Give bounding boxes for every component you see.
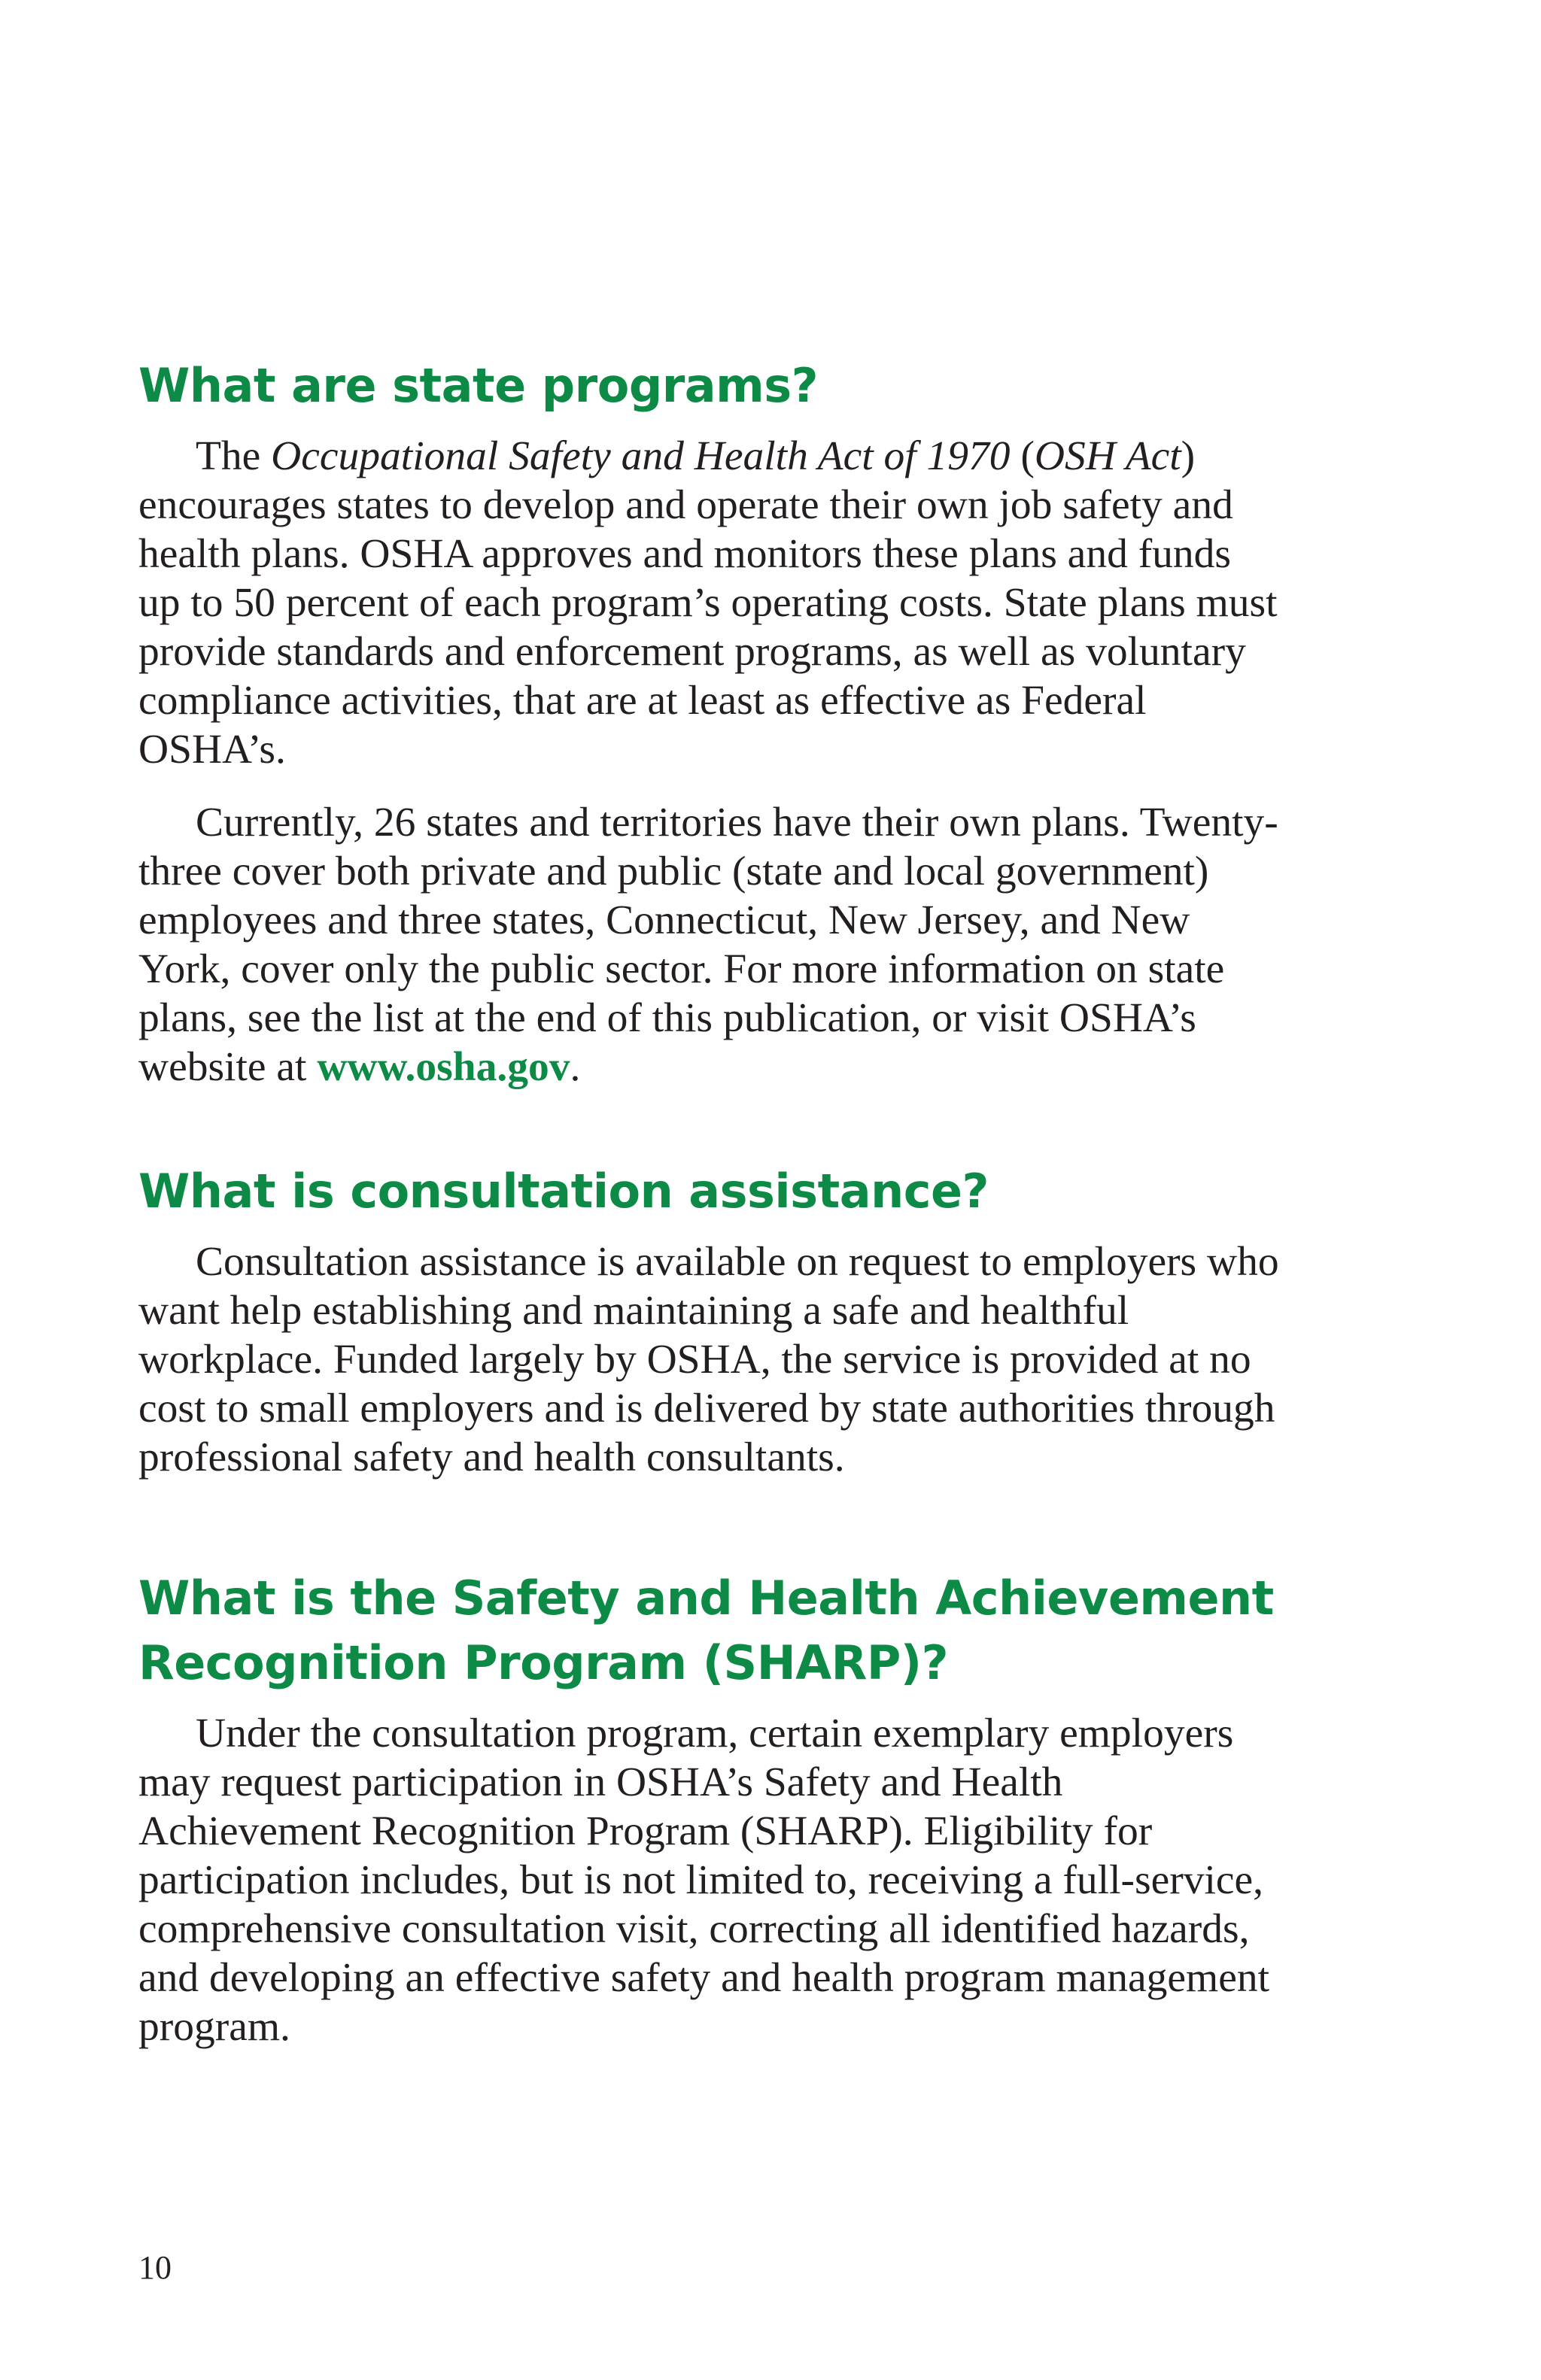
paragraph-sharp: Under the consultation program, certain exemplary employers may request participation in OSHA’s Safety and Health Achievement Recognition Program (SHARP). Eligibility for participation includes, but is not limited to, receiving a full-service, comprehensive consultation visit, correcting all identified hazards, and developing an effective safety and health program management program. bbox=[138, 1711, 1270, 2050]
osha-website-link[interactable]: www.osha.gov bbox=[317, 1044, 570, 1090]
paragraph-state-programs-2: Currently, 26 states and territories have their own plans. Twenty-three cover both private and public (state and local government) employees and three states, Connecticut, New Jersey, and New York, cover only the public sector. For more information on state plans, see the list at the end of this publication, or visit OSHA’s website at www.osha.gov. bbox=[138, 800, 1278, 1090]
heading-sharp: What is the Safety and Health Achievement Recognition Program (SHARP)? bbox=[138, 1571, 1274, 1690]
page-number: 10 bbox=[138, 2249, 172, 2286]
italic-osh-act: OSH Act bbox=[1034, 433, 1181, 479]
paragraph-consultation: Consultation assistance is available on request to employers who want help establishing and maintaining a safe and healthful workplace. Funded largely by OSHA, the service is provided at no cost to small employers and is delivered by state authorities through professional safety and health consultants. bbox=[138, 1239, 1279, 1480]
page-content bbox=[138, 354, 1282, 2051]
heading-consultation: What is consultation assistance? bbox=[138, 1164, 989, 1219]
italic-act-title: Occupational Safety and Health Act of 1970 bbox=[271, 433, 1011, 479]
heading-state-programs: What are state programs? bbox=[138, 358, 819, 413]
paragraph-state-programs-1: The Occupational Safety and Health Act of 1970 (OSH Act) encourages states to develop and operate their own job safety and health plans. OSHA approves and monitors these plans and funds up to 50 percent of each program’s operating costs. State plans must provide standards and enforcement programs, as well as voluntary compliance activities, that are at least as effective as Federal OSHA’s. bbox=[138, 433, 1278, 773]
